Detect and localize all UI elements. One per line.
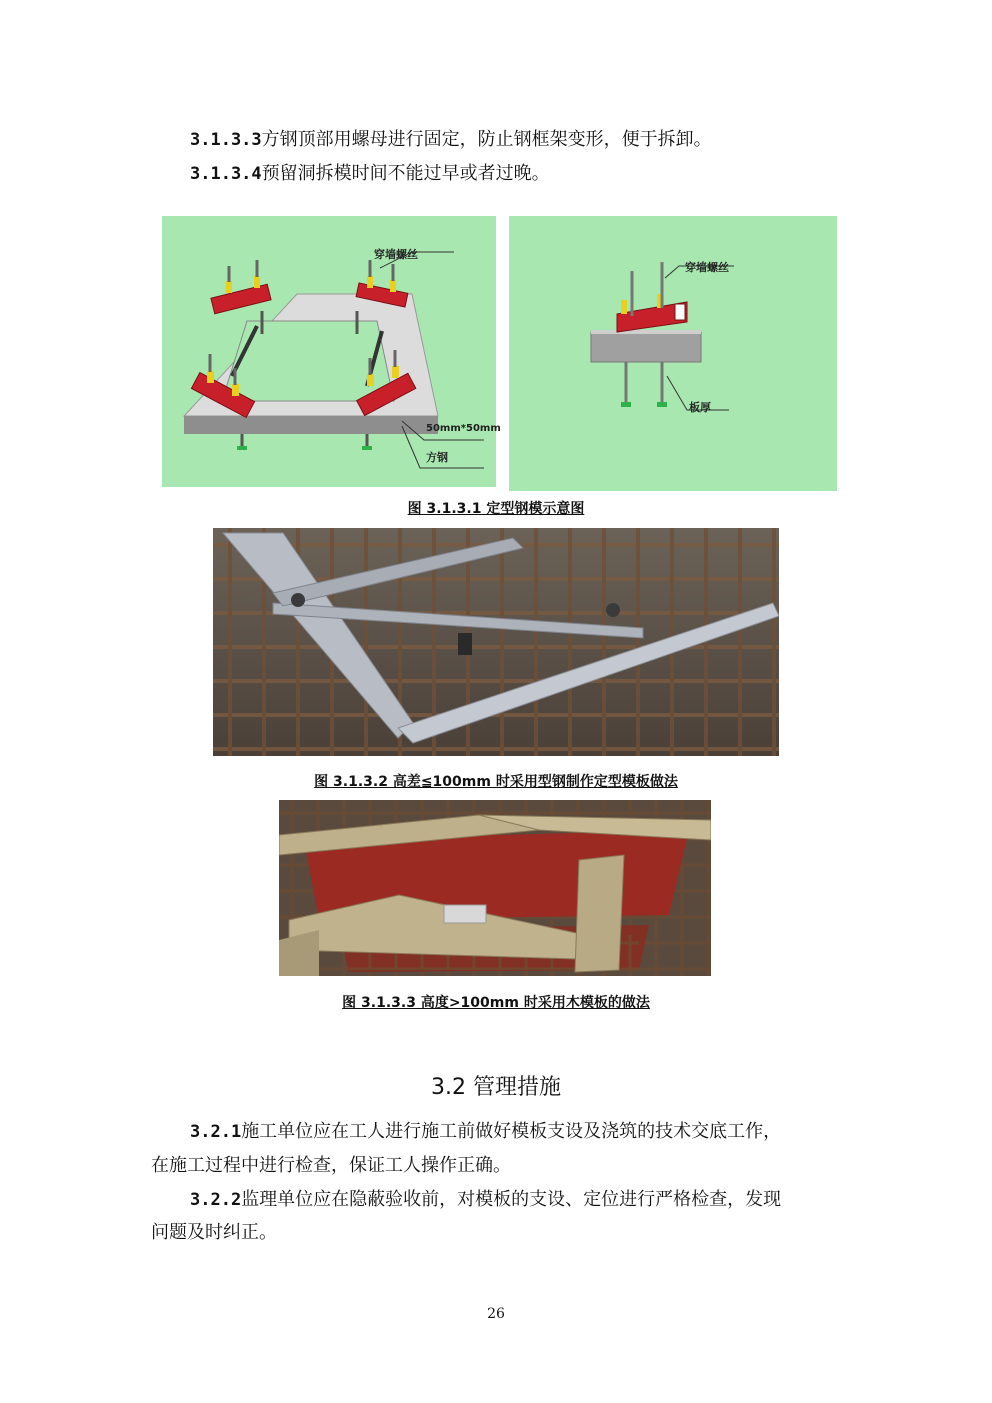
paragraph-3-2-1-line1 [190,1116,781,1148]
caption-figure-3-1-3-1: 图 3.1.3.1 定型钢模示意图 [407,501,585,517]
paragraph-3-2-2-line1 [190,1184,781,1216]
paragraph-3-2-2-line2: 问题及时纠正。 [151,1222,277,1243]
section-title: 3.2 管理措施 [431,1075,561,1100]
clause-number: 3.1.3.4 [190,164,262,184]
label-through-wall-screw: 穿墙螺丝 [685,261,729,274]
clause-number: 3.2.2 [190,1190,242,1210]
clause-text: 预留洞拆模时间不能过早或者过晚。 [261,163,550,184]
label-through-wall-screw: 穿墙螺丝 [374,248,418,261]
paragraph-3-1-3-4 [190,158,550,190]
photo-timber-formwork [279,800,711,976]
page-number: 26 [487,1306,505,1322]
diagram-slab-section [509,216,837,491]
caption-figure-3-1-3-3: 图 3.1.3.3 高度>100mm 时采用木模板的做法 [342,995,650,1011]
paragraph-3-1-3-3 [190,124,712,156]
caption-figure-3-1-3-2: 图 3.1.3.2 高差≦100mm 时采用型钢制作定型模板做法 [314,774,678,790]
clause-text: 施工单位应在工人进行施工前做好模板支设及浇筑的技术交底工作， [241,1121,782,1142]
diagram-steel-frame-3d [162,216,501,487]
photo-steel-formwork [213,528,779,756]
clause-text: 监理单位应在隐蔽验收前，对模板的支设、定位进行严格检查，发现 [241,1189,782,1210]
label-slab-thickness: 板厚 [689,401,711,414]
clause-text: 方钢顶部用螺母进行固定，防止钢框架变形，便于拆卸。 [261,129,712,150]
label-square-steel: 方钢 [426,451,448,464]
paragraph-3-2-1-line2: 在施工过程中进行检查，保证工人操作正确。 [151,1155,511,1176]
clause-number: 3.2.1 [190,1122,242,1142]
clause-number: 3.1.3.3 [190,130,262,150]
label-section-size: 50mm*50mm [426,423,501,434]
